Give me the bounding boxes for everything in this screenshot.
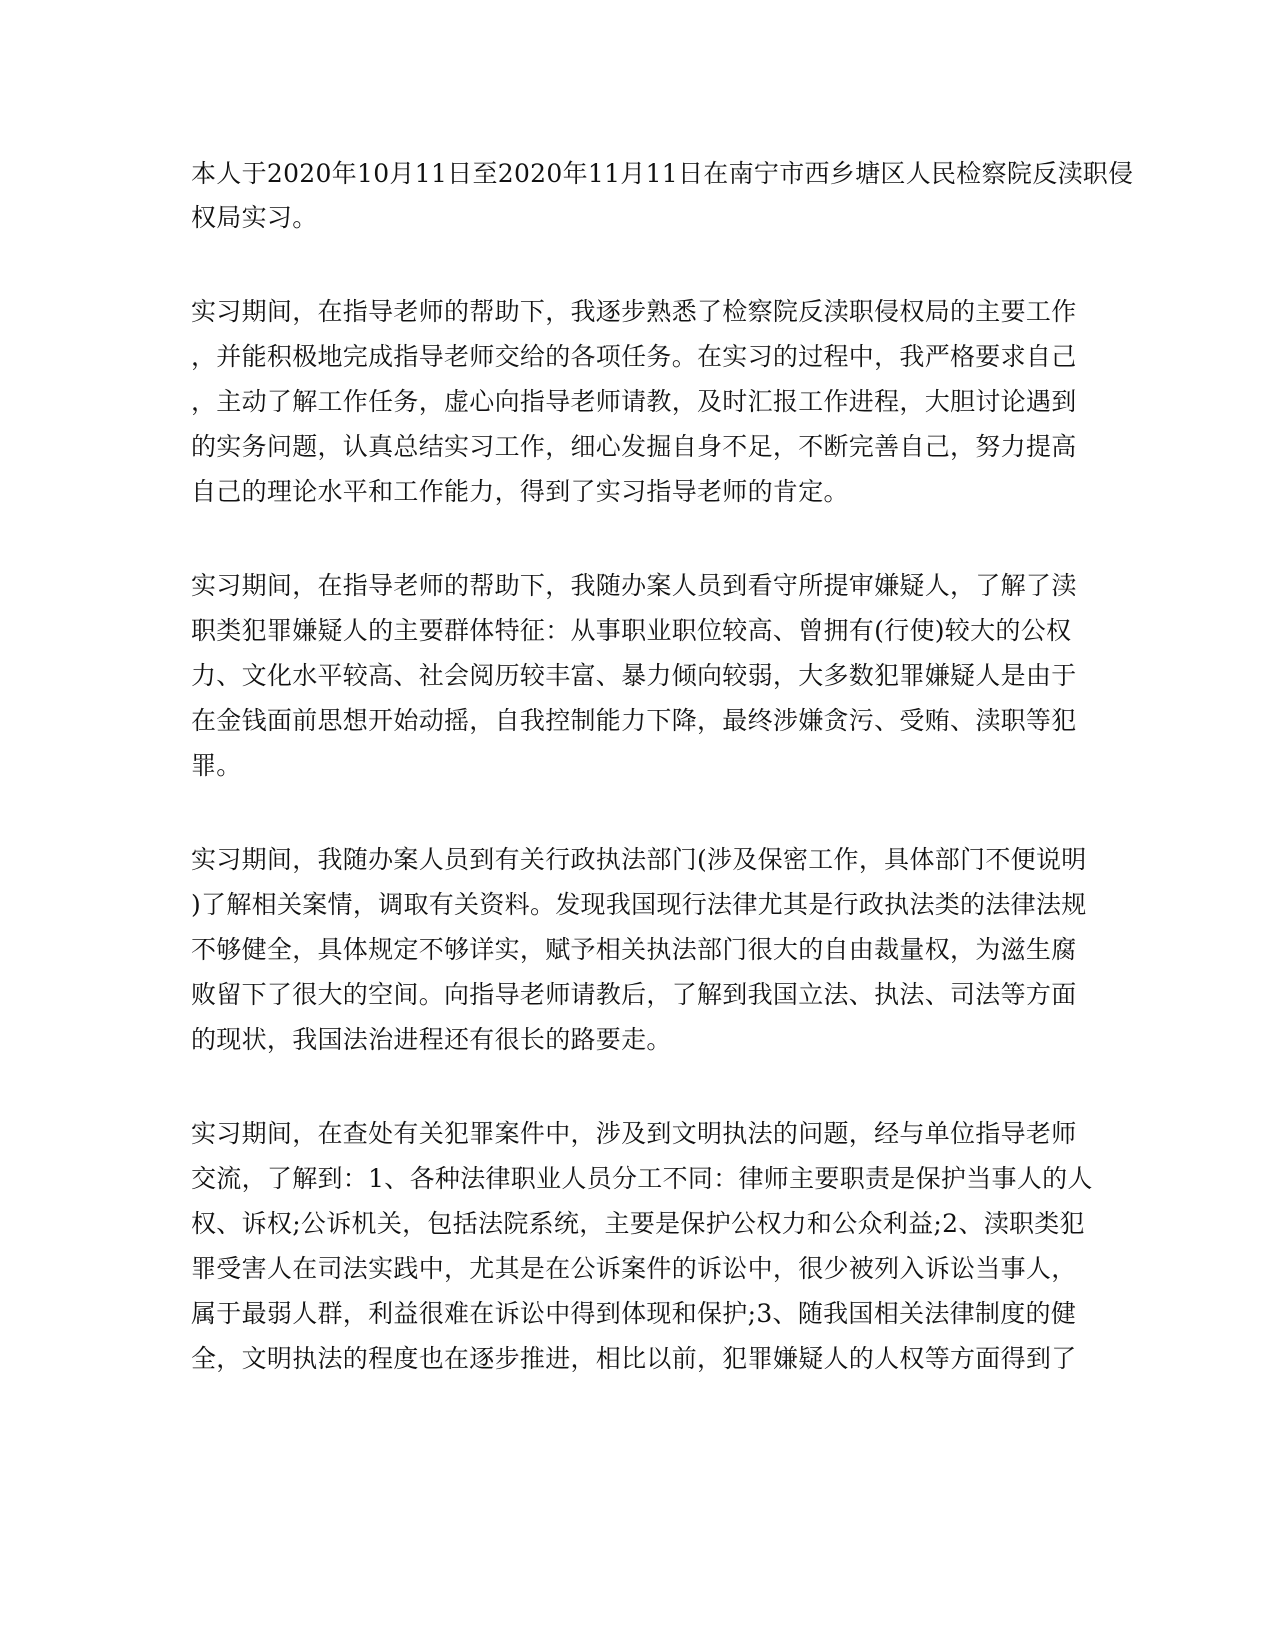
- paragraph-line: )了解相关案情，调取有关资料。发现我国现行法律尤其是行政执法类的法律法规: [191, 890, 1087, 919]
- paragraph-line: 力、文化水平较高、社会阅历较丰富、暴力倾向较弱，大多数犯罪嫌疑人是由于: [191, 661, 1077, 690]
- paragraph-line: 在金钱面前思想开始动摇，自我控制能力下降，最终涉嫌贪污、受贿、渎职等犯: [191, 706, 1077, 735]
- paragraph-line: 交流，了解到：1、各种法律职业人员分工不同：律师主要职责是保护当事人的人: [191, 1164, 1093, 1193]
- paragraph-line: 实习期间，我随办案人员到有关行政执法部门(涉及保密工作，具体部门不便说明: [191, 845, 1087, 874]
- paragraph-line: 不够健全，具体规定不够详实，赋予相关执法部门很大的自由裁量权，为滋生腐: [191, 935, 1077, 964]
- paragraph-line: 权局实习。: [191, 203, 318, 232]
- paragraph-line: 实习期间，在查处有关犯罪案件中，涉及到文明执法的问题，经与单位指导老师: [191, 1119, 1077, 1148]
- paragraph-line: ，主动了解工作任务，虚心向指导老师请教，及时汇报工作进程，大胆讨论遇到: [191, 387, 1077, 416]
- paragraph-line: 自己的理论水平和工作能力，得到了实习指导老师的肯定。: [191, 477, 849, 506]
- paragraph-line: 权、诉权;公诉机关，包括法院系统，主要是保护公权力和公众利益;2、渎职类犯: [191, 1209, 1085, 1238]
- paragraph-line: 实习期间，在指导老师的帮助下，我逐步熟悉了检察院反渎职侵权局的主要工作: [191, 297, 1077, 326]
- paragraph-line: 全，文明执法的程度也在逐步推进，相比以前，犯罪嫌疑人的人权等方面得到了: [191, 1344, 1077, 1373]
- paragraph-line: 罪。: [191, 751, 242, 780]
- paragraph-line: ，并能积极地完成指导老师交给的各项任务。在实习的过程中，我严格要求自己: [191, 342, 1077, 371]
- paragraph-line: 的现状，我国法治进程还有很长的路要走。: [191, 1025, 672, 1054]
- paragraph-line: 罪受害人在司法实践中，尤其是在公诉案件的诉讼中，很少被列入诉讼当事人，: [191, 1254, 1077, 1283]
- paragraph-line: 的实务问题，认真总结实习工作，细心发掘自身不足，不断完善自己，努力提高: [191, 432, 1077, 461]
- paragraph-line: 败留下了很大的空间。向指导老师请教后，了解到我国立法、执法、司法等方面: [191, 980, 1077, 1009]
- paragraph-line: 本人于2020年10月11日至2020年11月11日在南宁市西乡塘区人民检察院反渎职侵: [191, 159, 1134, 188]
- paragraph-line: 职类犯罪嫌疑人的主要群体特征：从事职业职位较高、曾拥有(行使)较大的公权: [191, 616, 1072, 645]
- paragraph-line: 实习期间，在指导老师的帮助下，我随办案人员到看守所提审嫌疑人，了解了渎: [191, 571, 1077, 600]
- paragraph-line: 属于最弱人群，利益很难在诉讼中得到体现和保护;3、随我国相关法律制度的健: [191, 1299, 1077, 1328]
